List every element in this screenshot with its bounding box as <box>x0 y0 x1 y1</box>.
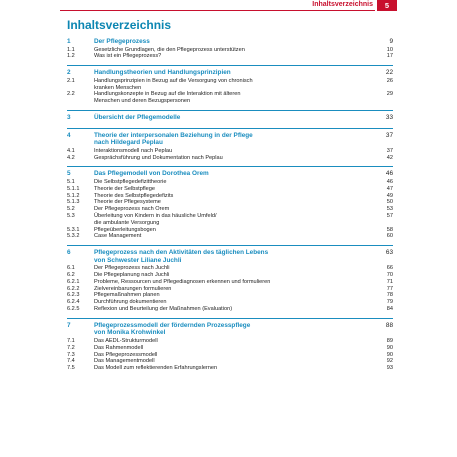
toc-number: 4.1 <box>67 147 75 154</box>
toc-number: 7.3 <box>67 351 75 358</box>
toc-number: 5.3.2 <box>67 233 80 240</box>
toc-title-line: Die Selbstpflegedefizittheorie <box>94 178 167 185</box>
toc-title-line: Überleitung von Kindern in das häusliche Umfeld/ <box>94 212 217 219</box>
toc-page-number: 93 <box>386 365 393 372</box>
toc-page-number: 9 <box>389 38 393 45</box>
toc-page-number: 71 <box>386 278 393 285</box>
toc-page-number: 90 <box>386 351 393 358</box>
toc-entry-row[interactable] <box>67 213 393 227</box>
toc-chapter-row[interactable] <box>67 38 393 46</box>
toc-page-number: 42 <box>386 154 393 161</box>
toc-entry-row[interactable] <box>67 345 393 352</box>
toc-page-number: 58 <box>386 226 393 233</box>
toc-page-number: 46 <box>386 178 393 185</box>
toc-page-number: 53 <box>386 206 393 213</box>
toc-title-line: Theorie der Selbstpflege <box>94 185 155 192</box>
toc-title-line: kranken Menschen <box>94 84 142 91</box>
toc-title <box>94 91 381 105</box>
toc-title <box>94 78 381 92</box>
toc-title-line: Menschen und deren Bezugspersonen <box>94 98 191 105</box>
toc-title <box>94 233 381 240</box>
toc-entry-row[interactable] <box>67 306 393 313</box>
toc-page-number: 50 <box>386 199 393 206</box>
toc-title <box>94 170 381 178</box>
toc-title <box>94 155 381 162</box>
toc-title <box>94 69 381 77</box>
toc-page-number: 49 <box>386 192 393 199</box>
toc-title <box>94 213 381 227</box>
toc-title-line: Der Pflegeprozess <box>94 38 150 45</box>
toc-number: 6.2.5 <box>67 306 80 313</box>
toc-title-line: Das Rahmenmodell <box>94 344 144 351</box>
toc-chapter-row[interactable] <box>67 114 393 122</box>
toc-entry-row[interactable] <box>67 265 393 272</box>
toc-page-number: 63 <box>385 249 393 257</box>
toc-page-number: 47 <box>386 185 393 192</box>
toc-number: 6.2.4 <box>67 299 80 306</box>
toc-title <box>94 47 381 54</box>
toc-page-number: 90 <box>386 344 393 351</box>
toc-title <box>94 53 381 60</box>
header-rule <box>60 10 375 11</box>
toc-number: 3 <box>67 113 71 121</box>
toc-title-line: Reflexion und Beurteilung der Maßnahmen (Evaluation) <box>94 306 233 313</box>
toc-title <box>94 186 381 193</box>
toc-number: 6.2 <box>67 272 75 279</box>
toc-title <box>94 193 381 200</box>
toc-number: 4 <box>67 131 71 139</box>
toc-title <box>94 322 381 337</box>
toc-title-line: Pflegeprozess nach den Aktivitäten des täglichen Lebens <box>94 249 269 257</box>
toc-entry-row[interactable] <box>67 286 393 293</box>
toc-title-line: Durchführung dokumentieren <box>94 299 167 306</box>
toc-title <box>94 179 381 186</box>
toc-entry-row[interactable] <box>67 292 393 299</box>
toc-number: 5 <box>67 170 71 178</box>
toc-number: 1.1 <box>67 46 75 53</box>
toc-entry-row[interactable] <box>67 78 393 92</box>
toc-title-line: Pflegemaßnahmen planen <box>94 292 160 299</box>
toc-page-number: 88 <box>385 321 393 329</box>
toc-chapter <box>67 166 393 242</box>
toc-number: 5.3.1 <box>67 226 80 233</box>
toc-page-number: 89 <box>386 338 393 345</box>
toc-title <box>94 249 381 264</box>
toc-title-line: von Monika Krohwinkel <box>94 329 166 337</box>
toc-title <box>94 358 381 365</box>
toc-title-line: Das Pflegemodell von Dorothea Orem <box>94 170 209 178</box>
toc-title <box>94 206 381 213</box>
toc-entry-row[interactable] <box>67 47 393 54</box>
toc-entry-row[interactable] <box>67 206 393 213</box>
toc-chapter-row[interactable] <box>67 322 393 337</box>
toc-chapter-row[interactable] <box>67 132 393 147</box>
toc-chapter <box>67 318 393 374</box>
toc-chapter <box>67 65 393 107</box>
toc-title <box>94 132 381 147</box>
page-title: Inhaltsverzeichnis <box>67 18 172 32</box>
toc-chapter <box>67 245 393 315</box>
toc-chapter-row[interactable] <box>67 249 393 264</box>
toc-page-number: 70 <box>386 272 393 279</box>
toc-number: 5.3 <box>67 212 75 219</box>
toc-title <box>94 148 381 155</box>
toc-title-line: Das Pflegeprozessmodell <box>94 351 158 358</box>
toc-number: 5.1.2 <box>67 192 80 199</box>
toc-title-line: Handlungstheorien und Handlungsprinzipien <box>94 69 231 77</box>
toc-page-number: 33 <box>385 113 393 121</box>
toc-page-number: 17 <box>386 53 393 60</box>
toc-page-number: 92 <box>386 358 393 365</box>
toc-page-number: 79 <box>386 299 393 306</box>
toc-title <box>94 345 381 352</box>
toc-title <box>94 306 381 313</box>
toc-title-line: Das Managementmodell <box>94 358 155 365</box>
running-header-title: Inhaltsverzeichnis <box>312 1 373 8</box>
toc-title <box>94 199 381 206</box>
toc-title-line: die ambulante Versorgung <box>94 219 160 226</box>
toc-title <box>94 279 381 286</box>
toc-number: 4.2 <box>67 154 75 161</box>
toc-page-number: 46 <box>385 170 393 178</box>
toc-entry-row[interactable] <box>67 338 393 345</box>
page-number-badge: 5 <box>377 0 397 11</box>
toc-title-line: Theorie der interpersonalen Beziehung in der Pflege <box>94 131 253 139</box>
toc-chapter <box>67 128 393 164</box>
toc-page-number: 29 <box>386 91 393 98</box>
running-header <box>0 0 457 12</box>
toc-chapter <box>67 110 393 125</box>
toc-title <box>94 227 381 234</box>
toc-title-line: Pflegeprozessmodell der fördernden Prozesspflege <box>94 321 251 329</box>
toc-page-number: 37 <box>385 131 393 139</box>
toc-entry-row[interactable] <box>67 358 393 365</box>
toc-title-line: Das AEDL-Strukturmodell <box>94 338 158 345</box>
toc-title-line: Probleme, Ressourcen und Pflegediagnosen erkennen und formulieren <box>94 278 271 285</box>
toc-entry-row[interactable] <box>67 186 393 193</box>
toc-title <box>94 272 381 279</box>
toc-number: 2.2 <box>67 91 75 98</box>
toc-title <box>94 338 381 345</box>
toc-number: 1.2 <box>67 53 75 60</box>
toc-entry-row[interactable] <box>67 193 393 200</box>
toc-page-number: 22 <box>385 69 393 77</box>
toc-page-number: 57 <box>386 212 393 219</box>
toc-number: 6.2.2 <box>67 285 80 292</box>
toc-number: 5.1.3 <box>67 199 80 206</box>
toc-number: 6.1 <box>67 265 75 272</box>
table-of-contents <box>67 35 393 374</box>
toc-entry-row[interactable] <box>67 199 393 206</box>
toc-entry-row[interactable] <box>67 53 393 60</box>
toc-entry-row[interactable] <box>67 299 393 306</box>
toc-page-number: 10 <box>386 46 393 53</box>
toc-title <box>94 114 381 122</box>
toc-title-line: Handlungsprinzipien in Bezug auf die Versorgung von chronisch <box>94 77 253 84</box>
toc-number: 7 <box>67 321 71 329</box>
toc-title-line: Der Pflegeprozess nach Juchli <box>94 265 170 272</box>
toc-title-line: Das Modell zum reflektierenden Erfahrungslernen <box>94 365 218 372</box>
toc-entry-row[interactable] <box>67 352 393 359</box>
toc-number: 7.4 <box>67 358 75 365</box>
toc-title-line: von Schwester Liliane Juchli <box>94 256 182 264</box>
toc-page-number: 78 <box>386 292 393 299</box>
toc-title <box>94 352 381 359</box>
toc-number: 5.1.1 <box>67 185 80 192</box>
toc-number: 7.5 <box>67 365 75 372</box>
toc-title-line: Pflegeüberleitungsbogen <box>94 226 156 233</box>
toc-title <box>94 265 381 272</box>
toc-page-number: 37 <box>386 147 393 154</box>
toc-number: 7.1 <box>67 338 75 345</box>
toc-title <box>94 365 381 372</box>
toc-number: 2 <box>67 69 71 77</box>
toc-entry-row[interactable] <box>67 227 393 234</box>
toc-chapter <box>67 35 393 62</box>
toc-chapter-row[interactable] <box>67 69 393 77</box>
toc-entry-row[interactable] <box>67 179 393 186</box>
toc-page-number: 84 <box>386 306 393 313</box>
toc-entry-row[interactable] <box>67 233 393 240</box>
toc-number: 1 <box>67 38 71 45</box>
toc-title-line: Case Management <box>94 233 142 240</box>
toc-entry-row[interactable] <box>67 272 393 279</box>
toc-number: 2.1 <box>67 77 75 84</box>
toc-title-line: Was ist ein Pflegeprozess? <box>94 53 162 60</box>
toc-title-line: Die Pflegeplanung nach Juchli <box>94 272 170 279</box>
toc-number: 5.1 <box>67 178 75 185</box>
toc-entry-row[interactable] <box>67 279 393 286</box>
toc-title-line: Gesetzliche Grundlagen, die den Pflegeprozess unterstützen <box>94 46 245 53</box>
toc-page-number: 77 <box>386 285 393 292</box>
toc-title-line: Handlungskonzepte in Bezug auf die Interaktion mit älteren <box>94 91 241 98</box>
toc-title-line: Der Pflegeprozess nach Orem <box>94 206 170 213</box>
toc-number: 6.2.1 <box>67 278 80 285</box>
toc-title-line: Übersicht der Pflegemodelle <box>94 113 181 121</box>
toc-title-line: Interaktionsmodell nach Peplau <box>94 147 173 154</box>
toc-number: 7.2 <box>67 344 75 351</box>
toc-entry-row[interactable] <box>67 155 393 162</box>
toc-title-line: Gesprächsführung und Dokumentation nach Peplau <box>94 154 223 161</box>
toc-chapter-row[interactable] <box>67 170 393 178</box>
toc-title-line: Theorie des Selbstpflegedefizits <box>94 192 174 199</box>
toc-title-line: Theorie der Pflegesysteme <box>94 199 161 206</box>
toc-title <box>94 286 381 293</box>
toc-number: 6 <box>67 249 71 257</box>
toc-number: 6.2.3 <box>67 292 80 299</box>
toc-title-line: Zielvereinbarungen formulieren <box>94 285 172 292</box>
toc-page-number: 60 <box>386 233 393 240</box>
toc-title <box>94 292 381 299</box>
toc-entry-row[interactable] <box>67 91 393 105</box>
toc-page-number: 66 <box>386 265 393 272</box>
toc-page-number: 26 <box>386 77 393 84</box>
toc-title <box>94 38 381 46</box>
toc-title-line: nach Hildegard Peplau <box>94 139 163 147</box>
toc-title <box>94 299 381 306</box>
toc-entry-row[interactable] <box>67 365 393 372</box>
toc-number: 5.2 <box>67 206 75 213</box>
toc-entry-row[interactable] <box>67 148 393 155</box>
